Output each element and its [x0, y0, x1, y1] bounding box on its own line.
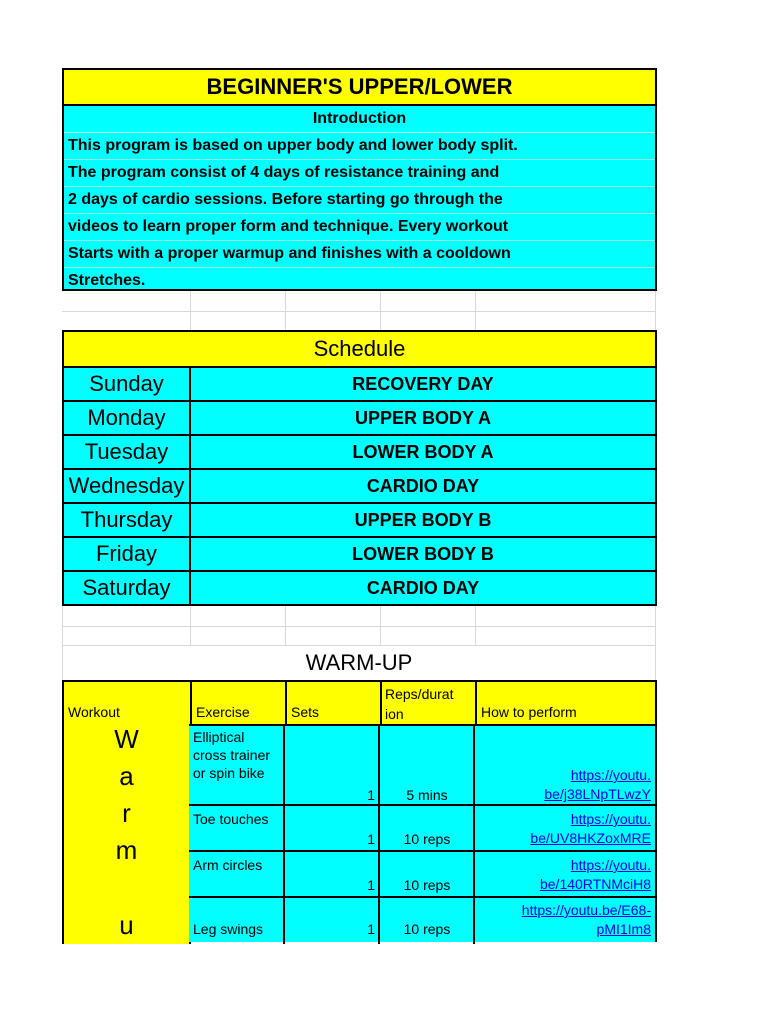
intro-heading-text: Introduction — [312, 110, 407, 127]
table-row — [189, 804, 657, 852]
col-header-how: How to perform — [481, 704, 577, 720]
gridline — [380, 606, 381, 646]
col-header-reps: Reps/durat ion — [385, 686, 454, 722]
col-divider — [475, 682, 477, 724]
warmup-heading-text: WARM-UP — [305, 650, 413, 675]
schedule-day: Thursday — [64, 504, 191, 536]
intro-line: This program is based on upper body and lower body split. — [64, 133, 655, 160]
gridline — [190, 290, 191, 330]
schedule-plan: LOWER BODY A — [352, 441, 494, 462]
gridline — [62, 311, 656, 312]
warmup-heading — [62, 646, 656, 680]
schedule-row — [62, 366, 657, 402]
schedule-day: Monday — [64, 402, 191, 434]
sets-cell: 1 — [367, 921, 375, 937]
schedule-row — [62, 536, 657, 572]
gridline — [285, 290, 286, 330]
schedule-plan: CARDIO DAY — [366, 577, 480, 598]
schedule-day: Saturday — [64, 572, 191, 604]
gridline — [380, 290, 381, 330]
schedule-row — [62, 400, 657, 436]
col-header-sets: Sets — [291, 704, 320, 720]
gridline — [475, 290, 476, 330]
exercise-cell: Toe touches — [193, 811, 269, 827]
schedule-row — [62, 502, 657, 538]
warmup-header-row — [62, 680, 657, 726]
schedule-row — [62, 434, 657, 470]
reps-cell: 10 reps — [403, 921, 451, 937]
schedule-plan: CARDIO DAY — [366, 475, 480, 496]
workout-letter: a — [119, 760, 134, 791]
table-row — [189, 896, 657, 942]
intro-heading — [64, 106, 655, 133]
workout-label-cell — [62, 724, 191, 944]
reps-cell: 10 reps — [403, 877, 451, 893]
schedule-heading-text: Schedule — [313, 336, 406, 361]
how-to-link[interactable]: https://youtu. be/UV8HKZoxMRE — [530, 811, 651, 846]
gridline — [655, 290, 656, 330]
intro-line: videos to learn proper form and technique. Every workout — [64, 214, 655, 241]
schedule-heading — [62, 330, 657, 368]
reps-cell: 10 reps — [403, 831, 451, 847]
exercise-cell: Arm circles — [193, 857, 263, 873]
schedule-day: Friday — [64, 538, 191, 570]
schedule-day: Sunday — [64, 368, 191, 400]
workout-letter: u — [119, 909, 134, 940]
intro-line: 2 days of cardio sessions. Before starting go through the — [64, 187, 655, 214]
gridline — [285, 606, 286, 646]
col-divider — [473, 898, 475, 944]
schedule-plan: UPPER BODY A — [354, 407, 492, 428]
col-divider — [380, 682, 382, 724]
col-divider — [190, 682, 192, 724]
page-title-text: BEGINNER'S UPPER/LOWER — [206, 74, 513, 99]
workout-letter: r — [122, 797, 131, 828]
schedule-table — [62, 366, 657, 606]
schedule-day: Wednesday — [64, 470, 191, 502]
schedule-day: Tuesday — [64, 436, 191, 468]
sets-cell: 1 — [367, 877, 375, 893]
col-divider — [473, 852, 475, 898]
sets-cell: 1 — [367, 787, 375, 803]
intro-box — [62, 104, 657, 291]
how-to-link[interactable]: https://youtu. be/j38LNpTLwzY — [544, 767, 651, 802]
page-title — [62, 68, 657, 106]
reps-cell: 5 mins — [406, 787, 448, 803]
table-row — [189, 850, 657, 898]
exercise-cell: Leg swings — [193, 921, 264, 937]
col-header-exercise: Exercise — [196, 704, 250, 720]
gridline — [62, 626, 656, 627]
gridline — [190, 606, 191, 646]
schedule-plan: UPPER BODY B — [354, 509, 492, 530]
col-divider — [285, 682, 287, 724]
sets-cell: 1 — [367, 831, 375, 847]
intro-line: Starts with a proper warmup and finishes with a cooldown — [64, 241, 655, 268]
col-divider — [473, 726, 475, 806]
workout-letter: m — [115, 834, 138, 865]
col-divider — [473, 806, 475, 852]
schedule-plan: LOWER BODY B — [352, 543, 494, 564]
workout-letter: W — [114, 723, 139, 754]
intro-line: The program consist of 4 days of resistance training and — [64, 160, 655, 187]
col-header-workout: Workout — [68, 704, 120, 720]
exercise-cell: Elliptical cross trainer or spin bike — [193, 729, 271, 781]
table-row — [189, 724, 657, 806]
gridline — [475, 606, 476, 646]
intro-line: Stretches. — [68, 272, 146, 289]
schedule-plan: RECOVERY DAY — [352, 373, 494, 394]
how-to-link[interactable]: https://youtu. be/140RTNMciH8 — [539, 857, 651, 892]
schedule-row — [62, 570, 657, 606]
how-to-link[interactable]: https://youtu.be/E68- pMI1Im8 — [521, 902, 651, 937]
schedule-row — [62, 468, 657, 504]
